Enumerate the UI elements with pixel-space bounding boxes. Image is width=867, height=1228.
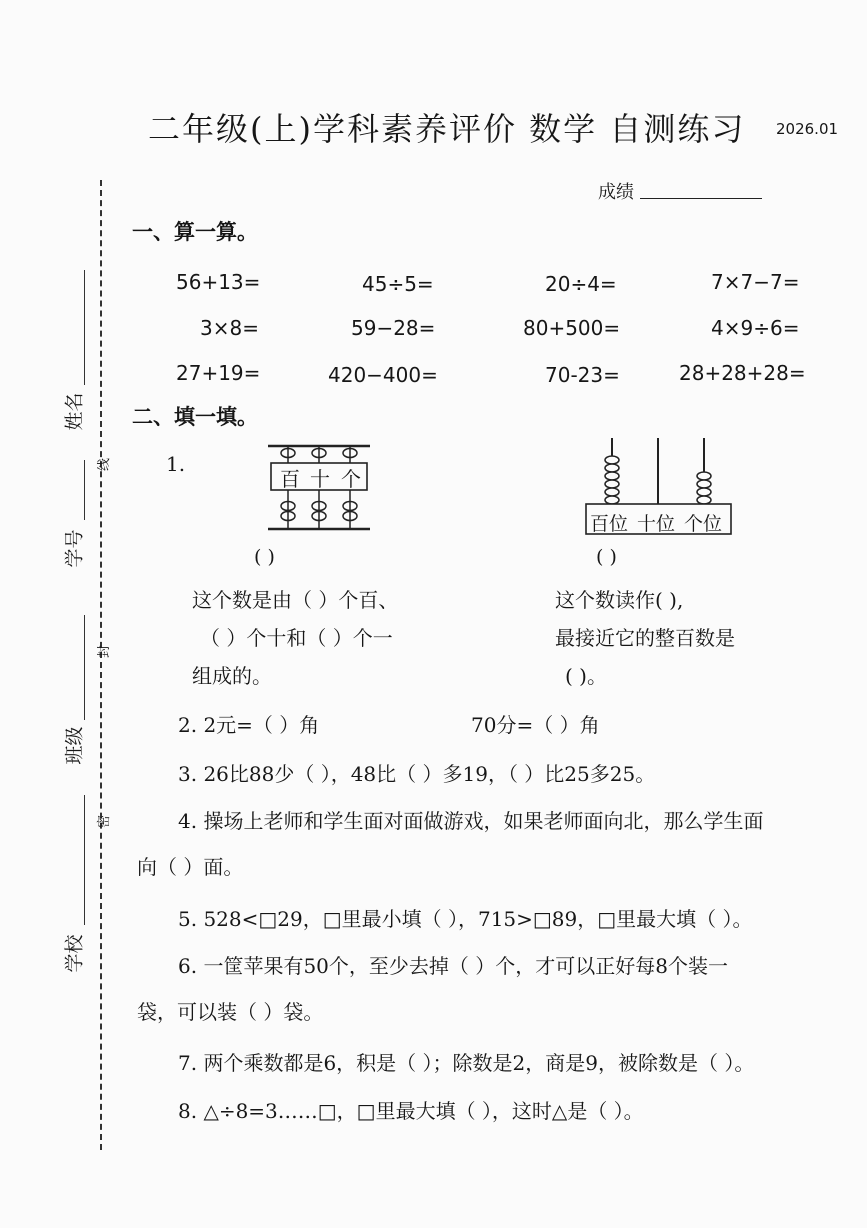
q1-right-line-3: ( )。 <box>565 664 607 688</box>
calc-item: 56+13= <box>176 270 261 294</box>
margin-blank-studentid[interactable] <box>84 460 85 520</box>
calc-item: 27+19= <box>176 361 261 385</box>
page-title: 二年级(上)学科素养评价 数学 自测练习 <box>148 110 746 148</box>
q1-right-line-2: 最接近它的整百数是 <box>555 626 735 650</box>
margin-mark-line: 线 <box>97 457 113 472</box>
margin-mark-secret: 密 <box>97 814 113 829</box>
q1-left-line-2: （ ）个十和（ ）个一 <box>200 626 393 650</box>
abacus-1-label-ones: 个 <box>341 467 361 491</box>
calc-item: 28+28+28= <box>679 361 806 385</box>
margin-label-name: 姓名 <box>63 392 86 431</box>
q6-line-1: 6. 一筐苹果有50个，至少去掉（ ）个，才可以正好每8个装一 <box>178 954 728 978</box>
abacus-2-label-ones: 个位 <box>684 513 723 535</box>
calc-item: 3×8= <box>200 316 259 340</box>
margin-label-class: 班级 <box>63 726 86 765</box>
margin-label-studentid: 学号 <box>63 529 86 568</box>
section1-heading: 一、算一算。 <box>132 219 258 244</box>
q1-right-line-1: 这个数读作( ), <box>555 588 684 612</box>
exam-date: 2026.01 <box>776 120 839 138</box>
q2-part-1: 2. 2元=（ ）角 <box>178 713 320 737</box>
binding-dashed-line <box>100 180 102 1150</box>
calc-item: 420−400= <box>328 363 438 387</box>
margin-blank-name[interactable] <box>84 270 85 385</box>
calc-item: 59−28= <box>351 316 436 340</box>
margin-blank-school[interactable] <box>84 795 85 925</box>
q5-text: 5. 528<□29，□里最小填（ ），715>□89，□里最大填（ ）。 <box>178 907 753 931</box>
calc-item: 4×9÷6= <box>711 316 800 340</box>
abacus-1-label-hundreds: 百 <box>280 467 300 491</box>
abacus-2-label-tens: 十位 <box>637 513 676 535</box>
calc-item: 7×7−7= <box>711 270 800 294</box>
abacus-1-label-tens: 十 <box>310 467 330 491</box>
abacus-1-answer-blank[interactable]: ( ) <box>254 546 275 568</box>
q1-left-line-1: 这个数是由（ ）个百、 <box>192 588 399 612</box>
calc-item: 45÷5= <box>362 272 434 296</box>
q6-line-2: 袋，可以装（ ）袋。 <box>137 1000 324 1024</box>
section2-heading: 二、填一填。 <box>132 404 258 429</box>
q3-text: 3. 26比88少（ ），48比（ ）多19，（ ）比25多25。 <box>178 762 656 786</box>
calc-item: 70-23= <box>545 363 620 387</box>
abacus-2-answer-blank[interactable]: ( ) <box>596 546 617 568</box>
abacus-2-label-hundreds: 百位 <box>590 513 629 535</box>
q7-text: 7. 两个乘数都是6，积是（ ）；除数是2，商是9，被除数是（ ）。 <box>178 1051 755 1075</box>
margin-label-school: 学校 <box>63 934 86 973</box>
margin-blank-class[interactable] <box>84 615 85 720</box>
q8-text: 8. △÷8=3……□，□里最大填（ ），这时△是（ ）。 <box>178 1099 644 1123</box>
q4-line-1: 4. 操场上老师和学生面对面做游戏，如果老师面向北，那么学生面 <box>178 809 764 833</box>
margin-mark-seal: 封 <box>97 644 113 659</box>
q1-number: 1. <box>166 452 186 476</box>
calc-item: 20÷4= <box>545 272 617 296</box>
q2-part-2: 70分=（ ）角 <box>471 713 600 737</box>
score-label: 成绩 <box>598 182 634 203</box>
calc-item: 80+500= <box>523 316 621 340</box>
q1-left-line-3: 组成的。 <box>192 664 272 688</box>
q4-line-2: 向（ ）面。 <box>137 855 244 879</box>
score-blank[interactable] <box>640 198 762 199</box>
